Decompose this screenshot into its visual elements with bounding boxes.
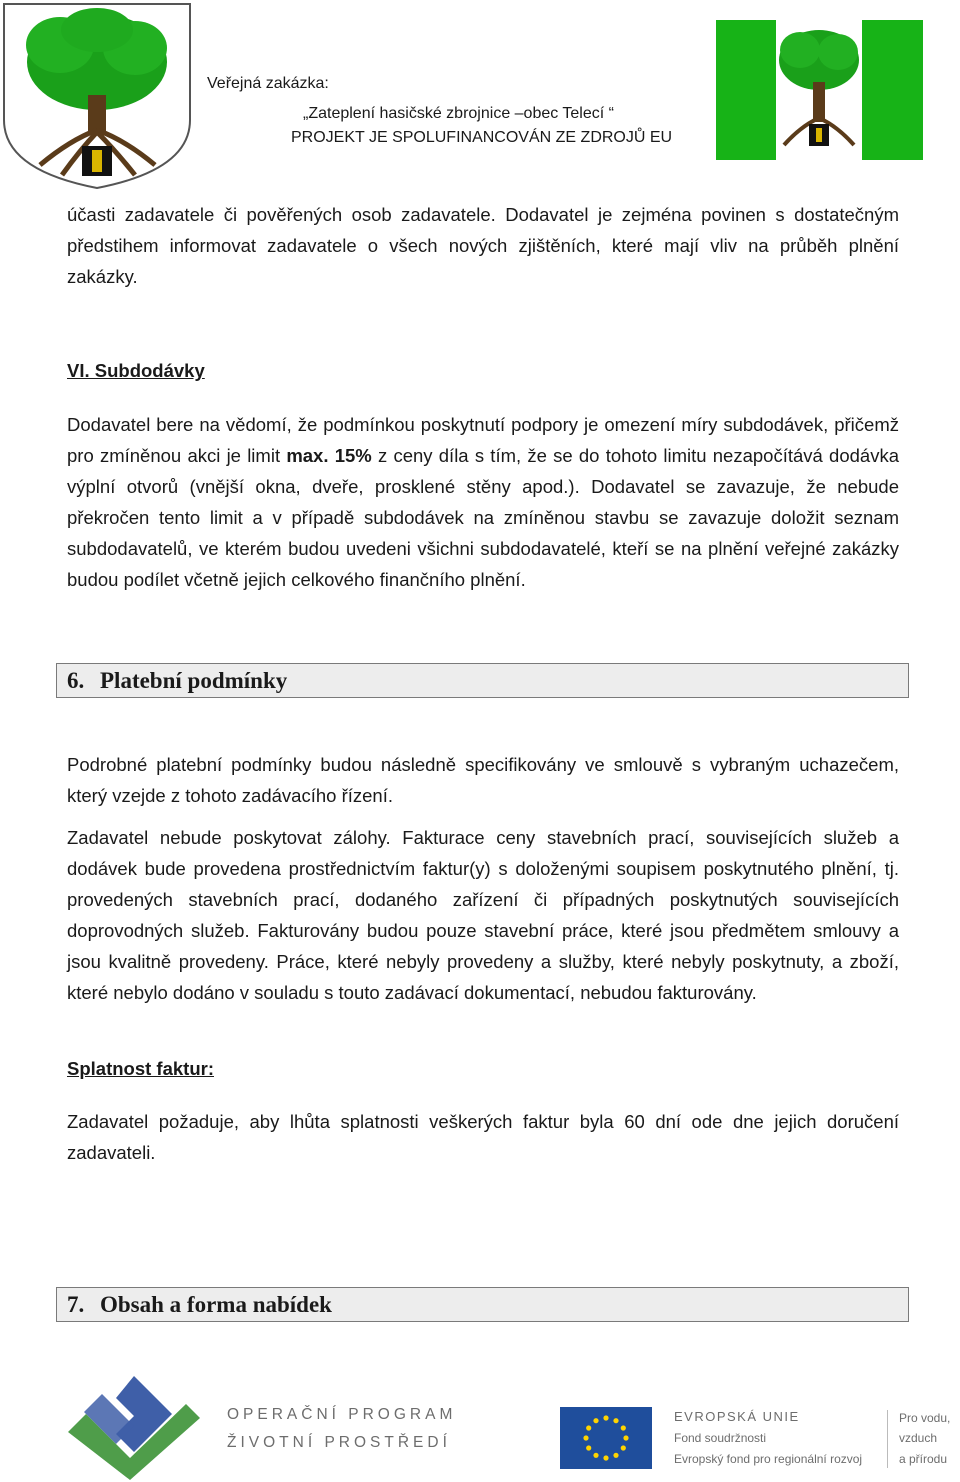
payment-paragraph-2: Zadavatel nebude poskytovat zálohy. Fakturace ceny stavebních prací, souvisejících služeb a dodávek bude provedena prostřednictvím faktur(y) s doloženými soupisem poskytnutého plnění, tj. provedených stavebních prací, dodaného zařízení či případných poskytnutých souvisejících doprovodných služeb. Fakturovány budou pouze stavební práce, které jsou předmětem smlouvy a jsou kvalitně provedeny. Práce, které nebyly provedeny a služby, které nebyly poskytnuty, a zboží, které nebylo dodáno v souladu s touto zadávací dokumentací, nebudou fakturovány. <box>67 827 899 1003</box>
invoice-due-heading: Splatnost faktur: <box>67 1058 214 1079</box>
subcontract-paragraph <box>67 409 899 595</box>
section-7-title: Obsah a forma nabídek <box>100 1292 332 1317</box>
slogan-line-3: a přírodu <box>899 1452 948 1466</box>
coat-of-arms-tree-icon <box>0 0 195 190</box>
contract-title: „Zateplení hasičské zbrojnice –obec Telecí “ <box>303 105 614 122</box>
subcontract-limit: max. 15% <box>286 445 372 466</box>
eu-fund-cohesion: Fond soudržnosti <box>674 1431 767 1445</box>
contract-label: Veřejná zakázka: <box>207 75 329 92</box>
eu-cofinance-note: PROJEKT JE SPOLUFINANCOVÁN ZE ZDROJŮ EU <box>291 129 673 146</box>
op-environment-logo-icon <box>64 1374 204 1482</box>
green-flag-tree-icon <box>716 20 923 160</box>
subcontract-heading: VI. Subdodávky <box>67 360 205 381</box>
section-6-number: 6. <box>67 668 85 693</box>
slogan-line-1: Pro vodu, <box>899 1411 951 1425</box>
invoice-due-paragraph: Zadavatel požaduje, aby lhůta splatnosti veškerých faktur byla 60 dní ode dne jejich doručení zadavateli. <box>67 1111 899 1163</box>
slogan-line-2: vzduch <box>899 1431 938 1445</box>
eu-fund-regional: Evropský fond pro regionální rozvoj <box>674 1452 863 1466</box>
eu-title: EVROPSKÁ UNIE <box>674 1409 800 1424</box>
header <box>0 0 960 190</box>
payment-paragraph-1: Podrobné platební podmínky budou následně specifikovány ve smlouvě s vybraným uchazečem, který vzejde z tohoto zadávacího řízení. <box>67 754 899 806</box>
op-line-2: ŽIVOTNÍ PROSTŘEDÍ <box>227 1434 451 1451</box>
subcontract-text-after: z ceny díla s tím, že se do tohoto limitu nezapočítává dodávka výplní otvorů (vnější okna, dveře, prosklené stěny apod.). Dodavatel se zavazuje, že nebude překročen tento limit a v případě subdodávek na zmíněnou stavbu se zavazuje doložit seznam subdodavatelů, ve kterém budou uvedeni všichni subdodavatelé, kteří se na plnění veřejné zakázky budou podílet včetně jejich celkového finančního plnění. <box>67 445 899 590</box>
section-7-number: 7. <box>67 1292 85 1317</box>
section-6-title: Platební podmínky <box>100 668 288 693</box>
op-line-1: OPERAČNÍ PROGRAM <box>227 1406 457 1423</box>
section-6-heading <box>56 663 909 698</box>
footer <box>0 1370 960 1482</box>
subcontract-text-before: Dodavatel bere na vědomí, že podmínkou poskytnutí podpory je omezení míry subdodávek, přičemž pro zmíněnou akci je limit <box>67 414 899 466</box>
footer-divider <box>887 1410 888 1468</box>
eu-flag-icon <box>560 1407 652 1469</box>
intro-paragraph: účasti zadavatele či pověřených osob zadavatele. Dodavatel je zejména povinen s dostatečným předstihem informovat zadavatele o všech nových zjištěních, které mají vliv na průběh plnění zakázky. <box>67 204 899 287</box>
section-7-heading <box>56 1287 909 1322</box>
